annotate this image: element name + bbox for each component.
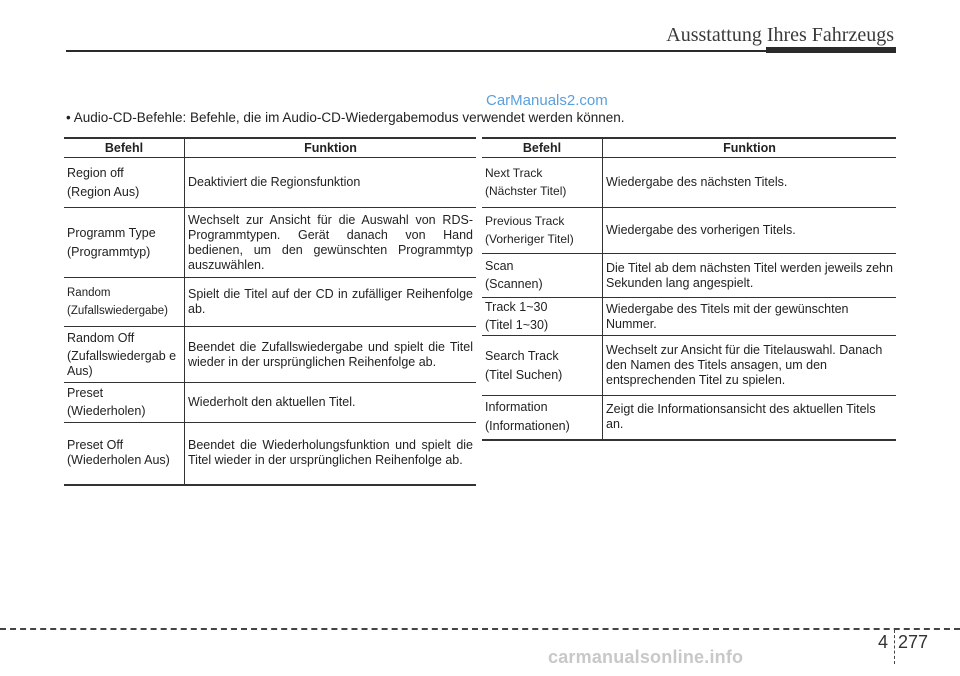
command-name: Next Track bbox=[485, 166, 543, 180]
command-translation: (Wiederholen) bbox=[67, 404, 146, 418]
command-translation: (Informationen) bbox=[485, 419, 570, 434]
table-row bbox=[64, 327, 476, 383]
command-translation: (Nächster Titel) bbox=[485, 184, 567, 198]
table-row bbox=[482, 208, 896, 254]
function-cell bbox=[603, 158, 897, 208]
table-row bbox=[64, 383, 476, 423]
function-text: Wechselt zur Ansicht für die Auswahl von RDS-Programmtypen. Gerät danach von Hand bedienen, um den gewünschten Programmtyp auszuwählen. bbox=[188, 212, 473, 272]
table-row bbox=[482, 254, 896, 298]
command-name: Preset Off bbox=[67, 438, 124, 453]
column-header-befehl: Befehl bbox=[482, 138, 603, 158]
chapter-number: 4 bbox=[878, 632, 889, 652]
command-name: Track 1~30 bbox=[485, 300, 548, 314]
command-cell bbox=[482, 396, 603, 440]
command-table-right bbox=[482, 137, 896, 441]
command-cell bbox=[64, 383, 185, 423]
function-text: Spielt die Titel auf der CD in zufälliger Reihenfolge ab. bbox=[188, 287, 473, 316]
table-row bbox=[64, 278, 476, 327]
table-row bbox=[482, 396, 896, 440]
function-text: Die Titel ab dem nächsten Titel werden jeweils zehn Sekunden lang angespielt. bbox=[606, 260, 893, 290]
function-text: Wechselt zur Ansicht für die Titelauswahl. Danach den Namen des Titels ansagen, um den entsprechenden Titel zu spielen. bbox=[606, 343, 883, 387]
function-cell bbox=[185, 423, 477, 485]
command-translation: (Wiederholen Aus) bbox=[67, 453, 170, 468]
watermark-bottom: carmanualsonline.info bbox=[548, 647, 744, 667]
command-name: Programm Type bbox=[67, 225, 156, 240]
command-cell bbox=[482, 208, 603, 254]
header-rule-accent bbox=[766, 47, 896, 53]
function-text: Deaktiviert die Regionsfunktion bbox=[188, 175, 361, 189]
header-title: Ausstattung Ihres Fahrzeugs bbox=[666, 24, 894, 46]
command-name: Previous Track bbox=[485, 214, 565, 228]
column-header-funktion: Funktion bbox=[185, 138, 477, 158]
command-name: Search Track bbox=[485, 348, 559, 363]
command-cell bbox=[482, 298, 603, 336]
footer-divider bbox=[0, 628, 960, 630]
command-cell bbox=[482, 254, 603, 298]
command-translation: (Zufallswiedergab e Aus) bbox=[67, 348, 177, 378]
table-row bbox=[482, 158, 896, 208]
command-translation: (Vorheriger Titel) bbox=[485, 232, 574, 246]
command-cell bbox=[64, 423, 185, 485]
table-row bbox=[482, 298, 896, 336]
command-name: Random bbox=[67, 286, 111, 299]
function-cell bbox=[185, 383, 477, 423]
function-text: Wiedergabe des Titels mit der gewünschten Nummer. bbox=[606, 301, 849, 331]
table-row bbox=[64, 423, 476, 485]
command-name: Information bbox=[485, 400, 548, 415]
function-text: Wiederholt den aktuellen Titel. bbox=[188, 395, 356, 409]
intro-text: • Audio-CD-Befehle: Befehle, die im Audio-CD-Wiedergabemodus verwendet werden können. bbox=[66, 110, 625, 125]
function-text: Beendet die Zufallswiedergabe und spielt die Titel wieder in der ursprünglichen Reihenfolge ab. bbox=[188, 339, 473, 369]
function-cell bbox=[185, 158, 477, 208]
command-cell bbox=[64, 208, 185, 278]
function-cell bbox=[603, 396, 897, 440]
function-cell bbox=[185, 327, 477, 383]
table-row bbox=[64, 208, 476, 278]
command-cell bbox=[64, 158, 185, 208]
command-name: Random Off bbox=[67, 330, 135, 345]
command-name: Preset bbox=[67, 386, 104, 400]
command-translation: (Scannen) bbox=[485, 277, 543, 291]
command-table-left bbox=[64, 137, 476, 486]
function-text: Zeigt die Informationsansicht des aktuellen Titels an. bbox=[606, 402, 876, 432]
command-translation: (Zufallswiedergabe) bbox=[67, 304, 168, 317]
function-text: Beendet die Wiederholungsfunktion und spielt die Titel wieder in der ursprünglichen Reihenfolge ab. bbox=[188, 438, 473, 468]
function-cell bbox=[603, 208, 897, 254]
function-cell bbox=[185, 208, 477, 278]
command-translation: (Titel 1~30) bbox=[485, 318, 549, 332]
column-header-befehl: Befehl bbox=[64, 138, 185, 158]
page-number: 277 bbox=[898, 632, 929, 652]
page-number-separator bbox=[894, 630, 895, 664]
command-translation: (Region Aus) bbox=[67, 184, 140, 199]
command-name: Scan bbox=[485, 259, 514, 273]
command-cell bbox=[64, 327, 185, 383]
command-cell bbox=[482, 158, 603, 208]
function-text: Wiedergabe des nächsten Titels. bbox=[606, 175, 788, 189]
table-row bbox=[64, 158, 476, 208]
table-row bbox=[482, 336, 896, 396]
command-name: Region off bbox=[67, 165, 124, 180]
command-cell bbox=[482, 336, 603, 396]
function-cell bbox=[603, 336, 897, 396]
command-translation: (Programmtyp) bbox=[67, 244, 151, 259]
command-cell bbox=[64, 278, 185, 327]
watermark-top: CarManuals2.com bbox=[486, 92, 608, 109]
command-translation: (Titel Suchen) bbox=[485, 367, 563, 382]
function-cell bbox=[603, 298, 897, 336]
column-header-funktion: Funktion bbox=[603, 138, 897, 158]
function-cell bbox=[185, 278, 477, 327]
function-cell bbox=[603, 254, 897, 298]
function-text: Wiedergabe des vorherigen Titels. bbox=[606, 223, 796, 237]
header-rule bbox=[66, 50, 766, 52]
